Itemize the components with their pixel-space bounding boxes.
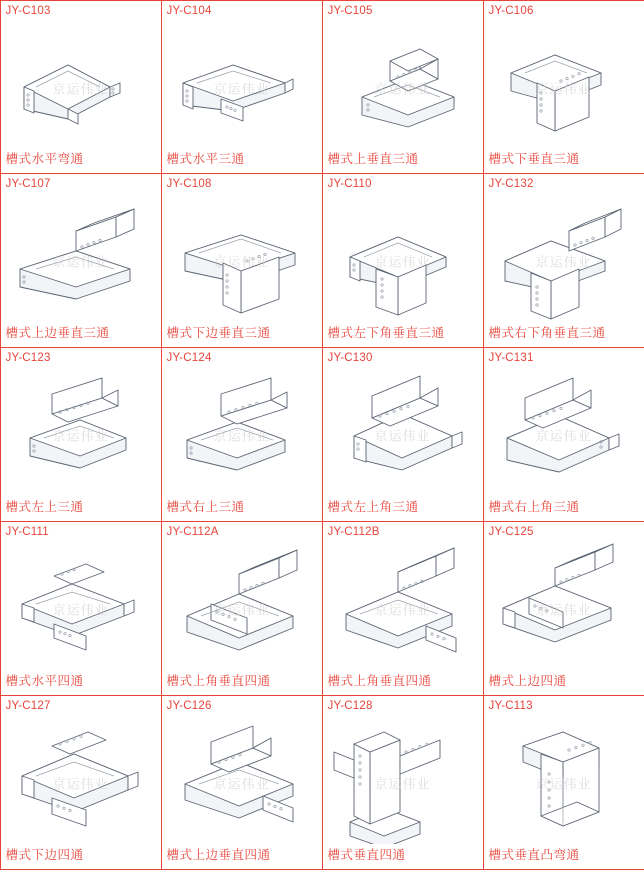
product-drawing-up-side-cross <box>484 539 644 674</box>
product-cell[interactable] <box>483 521 644 696</box>
product-code: JY-C126 <box>162 696 322 713</box>
product-name: 槽式上角垂直四通 <box>162 674 322 695</box>
product-cell[interactable] <box>0 521 162 696</box>
product-cell[interactable] <box>322 695 484 870</box>
product-name: 槽式下边四通 <box>1 848 161 869</box>
watermark: 京运伟业 <box>535 773 591 792</box>
product-cell[interactable] <box>483 0 644 174</box>
watermark: 京运伟业 <box>213 78 269 97</box>
product-code: JY-C105 <box>323 1 483 18</box>
watermark: 京运伟业 <box>535 599 591 618</box>
watermark: 京运伟业 <box>213 426 269 445</box>
product-cell[interactable] <box>0 0 162 174</box>
product-drawing-left-up-corner-tee <box>323 365 483 500</box>
product-drawing-horizontal-tee <box>162 18 322 153</box>
product-cell[interactable] <box>483 173 644 348</box>
product-name: 槽式左上角三通 <box>323 500 483 521</box>
product-name: 槽式右上角三通 <box>484 500 644 521</box>
product-code: JY-C112B <box>323 522 483 539</box>
watermark: 京运伟业 <box>52 78 108 97</box>
product-cell[interactable] <box>161 695 323 870</box>
product-code: JY-C111 <box>1 522 161 539</box>
product-code: JY-C124 <box>162 348 322 365</box>
product-code: JY-C103 <box>1 1 161 18</box>
product-cell[interactable] <box>161 173 323 348</box>
product-drawing-down-side-cross <box>1 713 161 848</box>
product-code: JY-C132 <box>484 174 644 191</box>
product-drawing-vertical-convex-elbow <box>484 713 644 848</box>
product-drawing-right-down-corner-tee <box>484 191 644 326</box>
product-name: 槽式左上三通 <box>1 500 161 521</box>
product-code: JY-C110 <box>323 174 483 191</box>
product-cell[interactable] <box>483 347 644 522</box>
product-name: 槽式垂直凸弯通 <box>484 848 644 869</box>
watermark: 京运伟业 <box>374 78 430 97</box>
product-drawing-down-vertical-tee <box>484 18 644 153</box>
product-name: 槽式水平三通 <box>162 152 322 173</box>
product-cell[interactable] <box>322 173 484 348</box>
product-code: JY-C112A <box>162 522 322 539</box>
product-name: 槽式右下角垂直三通 <box>484 326 644 347</box>
watermark: 京运伟业 <box>213 773 269 792</box>
watermark: 京运伟业 <box>374 773 430 792</box>
product-cell[interactable] <box>161 0 323 174</box>
product-drawing-horizontal-cross <box>1 539 161 674</box>
product-name: 槽式上角垂直四通 <box>323 674 483 695</box>
product-cell[interactable] <box>161 347 323 522</box>
product-code: JY-C131 <box>484 348 644 365</box>
watermark: 京运伟业 <box>52 252 108 271</box>
product-drawing-down-side-vertical-tee <box>162 191 322 326</box>
product-code: JY-C106 <box>484 1 644 18</box>
product-code: JY-C107 <box>1 174 161 191</box>
product-cell[interactable] <box>322 521 484 696</box>
product-cell[interactable] <box>483 695 644 870</box>
product-name: 槽式右上三通 <box>162 500 322 521</box>
product-drawing-right-up-corner-tee <box>484 365 644 500</box>
product-cell[interactable] <box>322 347 484 522</box>
product-drawing-up-side-vertical-cross <box>162 713 322 848</box>
product-name: 槽式上边四通 <box>484 674 644 695</box>
product-code: JY-C125 <box>484 522 644 539</box>
product-drawing-up-corner-vertical-cross-b <box>323 539 483 674</box>
product-name: 槽式左下角垂直三通 <box>323 326 483 347</box>
product-cell[interactable] <box>161 521 323 696</box>
product-drawing-up-vertical-tee <box>323 18 483 153</box>
product-drawing-horizontal-elbow <box>1 18 161 153</box>
watermark: 京运伟业 <box>213 252 269 271</box>
product-drawing-up-corner-vertical-cross <box>162 539 322 674</box>
product-name: 槽式水平弯通 <box>1 152 161 173</box>
product-cell[interactable] <box>0 347 162 522</box>
product-name: 槽式垂直四通 <box>323 848 483 869</box>
product-name: 槽式上边垂直三通 <box>1 326 161 347</box>
product-name: 槽式上垂直三通 <box>323 152 483 173</box>
product-code: JY-C123 <box>1 348 161 365</box>
watermark: 京运伟业 <box>535 252 591 271</box>
watermark: 京运伟业 <box>535 426 591 445</box>
product-drawing-left-down-corner-tee <box>323 191 483 326</box>
watermark: 京运伟业 <box>535 78 591 97</box>
product-code: JY-C104 <box>162 1 322 18</box>
watermark: 京运伟业 <box>213 599 269 618</box>
product-code: JY-C108 <box>162 174 322 191</box>
product-name: 槽式下垂直三通 <box>484 152 644 173</box>
watermark: 京运伟业 <box>52 426 108 445</box>
product-code: JY-C127 <box>1 696 161 713</box>
watermark: 京运伟业 <box>374 426 430 445</box>
product-cell[interactable] <box>0 695 162 870</box>
product-cell[interactable] <box>0 173 162 348</box>
product-name: 槽式水平四通 <box>1 674 161 695</box>
product-cell[interactable] <box>322 0 484 174</box>
product-drawing-left-up-tee <box>1 365 161 500</box>
product-code: JY-C113 <box>484 696 644 713</box>
product-name: 槽式上边垂直四通 <box>162 848 322 869</box>
product-code: JY-C128 <box>323 696 483 713</box>
product-drawing-vertical-cross <box>323 713 483 848</box>
product-name: 槽式下边垂直三通 <box>162 326 322 347</box>
product-drawing-right-up-tee <box>162 365 322 500</box>
watermark: 京运伟业 <box>52 599 108 618</box>
watermark: 京运伟业 <box>374 252 430 271</box>
product-code: JY-C130 <box>323 348 483 365</box>
watermark: 京运伟业 <box>52 773 108 792</box>
watermark: 京运伟业 <box>374 599 430 618</box>
product-drawing-up-side-vertical-tee <box>1 191 161 326</box>
